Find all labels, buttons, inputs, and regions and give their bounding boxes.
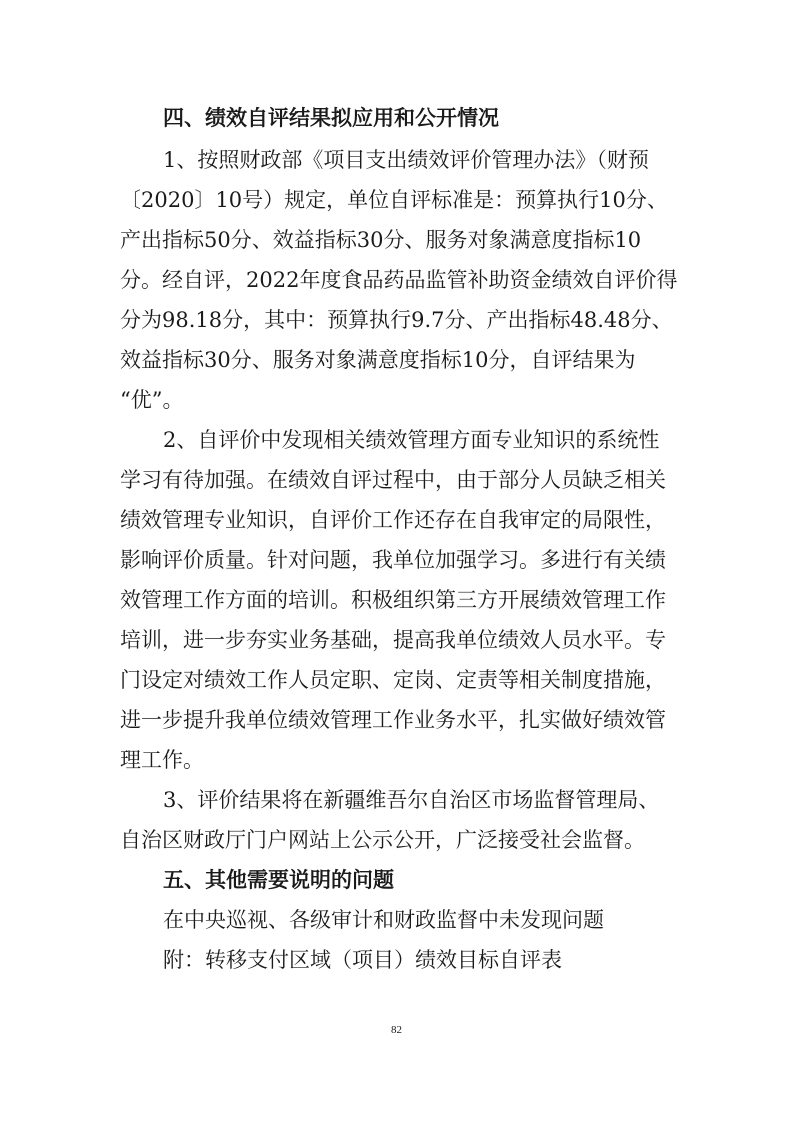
- paragraph-line: 效益指标30分、服务对象满意度指标10分，自评结果为: [120, 348, 636, 372]
- paragraph-line: 3、评价结果将在新疆维吾尔自治区市场监督管理局、: [163, 788, 660, 812]
- page-number: 82: [391, 1024, 402, 1036]
- paragraph-line: 学习有待加强。在绩效自评过程中，由于部分人员缺乏相关: [120, 468, 666, 492]
- paragraph-line: 〔2020〕10号）规定，单位自评标准是：预算执行10分、: [120, 188, 668, 212]
- paragraph-line: 培训，进一步夯实业务基础，提高我单位绩效人员水平。专: [120, 628, 666, 652]
- paragraph-line: 效管理工作方面的培训。积极组织第三方开展绩效管理工作: [120, 588, 666, 612]
- paragraph-line: 进一步提升我单位绩效管理工作业务水平，扎实做好绩效管: [120, 708, 666, 732]
- paragraph-line: 2、自评价中发现相关绩效管理方面专业知识的系统性: [163, 428, 660, 452]
- paragraph-5: 在中央巡视、各级审计和财政监督中未发现问题: [163, 908, 604, 932]
- section-heading-4: 四、绩效自评结果拟应用和公开情况: [163, 105, 499, 130]
- paragraph-line: 分。经自评，2022年度食品药品监管补助资金绩效自评价得: [120, 268, 678, 292]
- paragraph-line: 门设定对绩效工作人员定职、定岗、定责等相关制度措施，: [120, 668, 666, 692]
- paragraph-line: 影响评价质量。针对问题，我单位加强学习。多进行有关绩: [120, 548, 666, 572]
- paragraph-line: 绩效管理专业知识，自评价工作还存在自我审定的局限性，: [120, 508, 666, 532]
- paragraph-line: 1、按照财政部《项目支出绩效评价管理办法》（财预: [163, 148, 649, 172]
- section-heading-5: 五、其他需要说明的问题: [163, 867, 394, 892]
- paragraph-line: 自治区财政厅门户网站上公示公开，广泛接受社会监督。: [120, 828, 645, 852]
- attachment-note: 附：转移支付区域（项目）绩效目标自评表: [163, 948, 562, 972]
- paragraph-line: 分为98.18分，其中：预算执行9.7分、产出指标48.48分、: [120, 308, 673, 332]
- paragraph-line: “优”。: [120, 388, 184, 412]
- paragraph-line: 理工作。: [120, 748, 204, 772]
- paragraph-line: 产出指标50分、效益指标30分、服务对象满意度指标10: [120, 228, 642, 252]
